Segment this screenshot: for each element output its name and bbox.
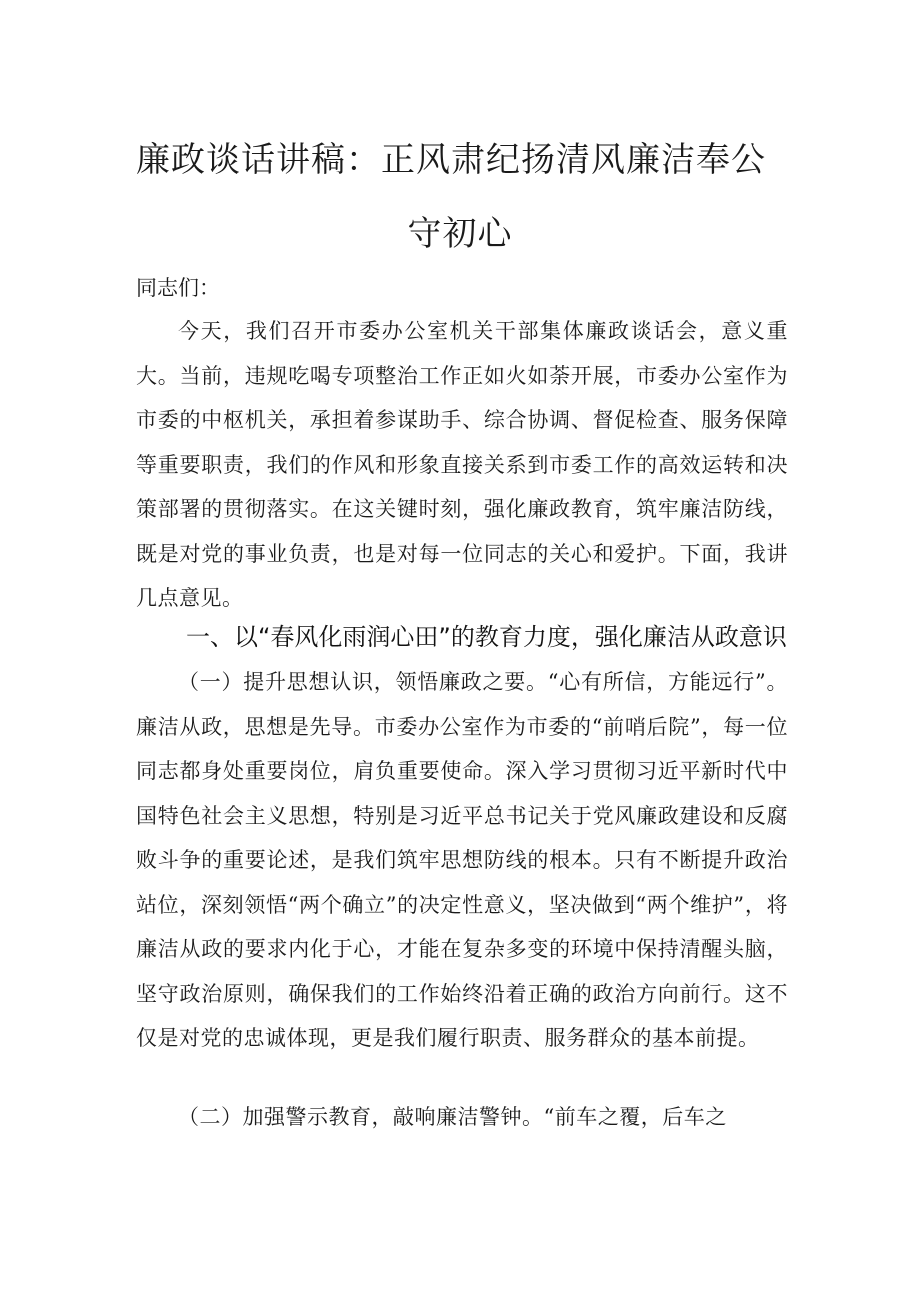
document-title-line-1: 廉政谈话讲稿：正风肃纪扬清风廉洁奉公: [136, 140, 766, 180]
intro-paragraph: 今天，我们召开市委办公室机关干部集体廉政谈话会，意义重大。当前，违规吃喝专项整治工作正如火如荼开展，市委办公室作为市委的中枢机关，承担着参谋助手、综合协调、督促检查、服务保障等重要职责，我们的作风和形象直接关系到市委工作的高效运转和决策部署的贯彻落实。在这关键时刻，强化廉政教育，筑牢廉洁防线，既是对党的事业负责，也是对每一位同志的关心和爱护。下面，我讲几点意见。: [136, 319, 788, 610]
subsection-paragraph-2: （二）加强警示教育，敲响廉洁警钟。“前车之覆，后车之: [178, 1105, 727, 1129]
section-heading-1: 一、以“春风化雨润心田”的教育力度，强化廉洁从政意识: [186, 623, 787, 651]
document-title-line-2: 守初心: [407, 214, 513, 254]
subsection-paragraph-1: （一）提升思想认识，领悟廉政之要。“心有所信，方能远行”。廉洁从政，思想是先导。市委办公室作为市委的“前哨后院”，每一位同志都身处重要岗位，肩负重要使命。深入学习贯彻习近平新时代中国特色社会主义思想，特别是习近平总书记关于党风廉政建设和反腐败斗争的重要论述，是我们筑牢思想防线的根本。只有不断提升政治站位，深刻领悟“两个确立”的决定性意义，坚决做到“两个维护”，将廉洁从政的要求内化于心，才能在复杂多变的环境中保持清醒头脑，坚守政治原则，确保我们的工作始终沿着正确的政治方向前行。这不仅是对党的忠诚体现，更是我们履行职责、服务群众的基本前提。: [136, 670, 788, 1050]
salutation: 同志们：: [136, 276, 220, 300]
